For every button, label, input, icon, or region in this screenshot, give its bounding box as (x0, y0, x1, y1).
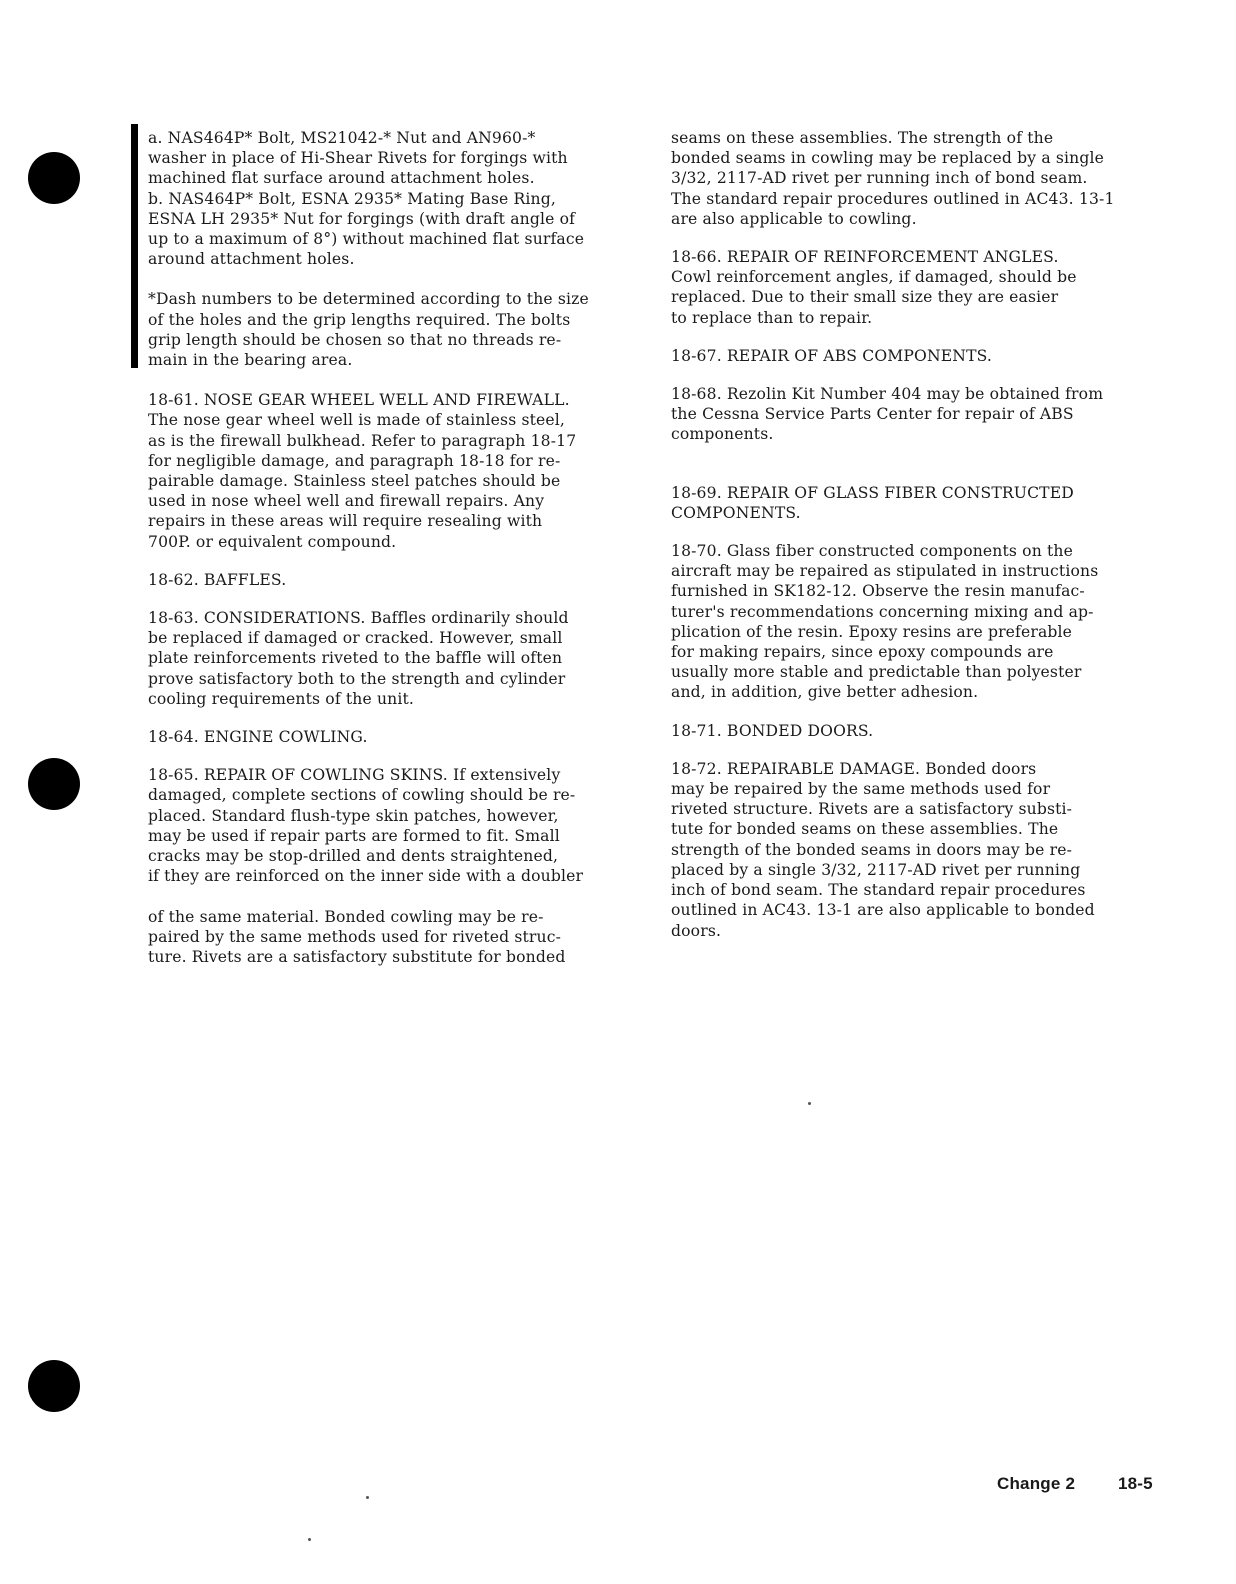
paragraph-18-70: 18-70. Glass fiber constructed components on the aircraft may be repaired as stipulated in instructions furnished in SK182-12. Observe the resin manufac- turer's recommendations concerning mixing and ap- plication of the resin. Epoxy resins are preferable for making repairs, since epoxy compounds are usually more stable and predictable than polyester and, in addition, give better adhesion. (671, 542, 1099, 702)
heading-18-67: 18-67. REPAIR OF ABS COMPONENTS. (671, 346, 993, 365)
binder-hole-middle (28, 758, 80, 810)
right-column (671, 128, 1171, 959)
item-a-text: a. NAS464P* Bolt, MS21042-* Nut and AN960-* washer in place of Hi-Shear Rivets for forgings with machined flat surface around attachment holes. (148, 129, 568, 188)
scan-speck (808, 1102, 811, 1105)
heading-18-71: 18-71. BONDED DOORS. (671, 721, 874, 740)
revision-change-bar (131, 124, 138, 368)
paragraph-18-63: 18-63. CONSIDERATIONS. Baffles ordinarily should be replaced if damaged or cracked. However, small plate reinforcements riveted to the baffle will often prove satisfactory both to the strength and cylinder cooling requirements of the unit. (148, 609, 569, 708)
heading-18-62: 18-62. BAFFLES. (148, 570, 287, 589)
change-label: Change 2 (997, 1474, 1076, 1493)
paragraph-18-61: 18-61. NOSE GEAR WHEEL WELL AND FIREWALL. The nose gear wheel well is made of stainless steel, as is the firewall bulkhead. Refer to paragraph 18-17 for negligible damage, and paragraph 18-18 for re- pairable damage. Stainless steel patches should be used in nose wheel well and firewall repairs. Any repairs in these areas will require resealing with 700P. or equivalent compound. (148, 391, 577, 551)
scan-speck (308, 1538, 311, 1541)
heading-18-64: 18-64. ENGINE COWLING. (148, 728, 368, 747)
paragraph-18-66: 18-66. REPAIR OF REINFORCEMENT ANGLES. Cowl reinforcement angles, if damaged, should be replaced. Due to their small size they are easier to replace than to repair. (671, 248, 1077, 327)
paragraph-18-72: 18-72. REPAIRABLE DAMAGE. Bonded doors may be repaired by the same methods used for riveted structure. Rivets are a satisfactory substi- tute for bonded seams on these assemblies. The strength of the bonded seams in doors may be re- placed by a single 3/32, 2117-AD rivet per running inch of bond seam. The standard repair procedures outlined in AC43. 13-1 are also applicable to bonded doors. (671, 759, 1095, 940)
scan-speck (366, 1496, 369, 1499)
heading-18-69: 18-69. REPAIR OF GLASS FIBER CONSTRUCTED COMPONENTS. (671, 483, 1074, 522)
page-number: 18-5 (1118, 1474, 1153, 1493)
paragraph-18-65-continued: seams on these assemblies. The strength of the bonded seams in cowling may be replaced by a single 3/32, 2117-AD rivet per running inch of bond seam. The standard repair procedures outlined in AC43. 13-1 are also applicable to cowling. (671, 129, 1115, 228)
binder-hole-bottom (28, 1360, 80, 1412)
left-column (148, 128, 648, 985)
paragraph-18-65-part1: 18-65. REPAIR OF COWLING SKINS. If extensively damaged, complete sections of cowling should be re- placed. Standard flush-type skin patches, however, may be used if repair parts are formed to fit. Small cracks may be stop-drilled and dents straightened, if they are reinforced on the inner side with a doubler (148, 766, 584, 886)
binder-hole-top (28, 152, 80, 204)
item-b-text: b. NAS464P* Bolt, ESNA 2935* Mating Base Ring, ESNA LH 2935* Nut for forgings (with draft angle of up to a maximum of 8°) without machined flat surface around attachment holes. (148, 189, 585, 269)
dash-number-note: *Dash numbers to be determined according to the size of the holes and the grip lengths required. The bolts grip length should be chosen so that no threads re- main in the bearing area. (148, 290, 589, 370)
paragraph-18-65-part2: of the same material. Bonded cowling may be re- paired by the same methods used for riveted struc- ture. Rivets are a satisfactory substitute for bonded (148, 907, 566, 966)
paragraph-18-68: 18-68. Rezolin Kit Number 404 may be obtained from the Cessna Service Parts Center for repair of ABS components. (671, 385, 1104, 444)
